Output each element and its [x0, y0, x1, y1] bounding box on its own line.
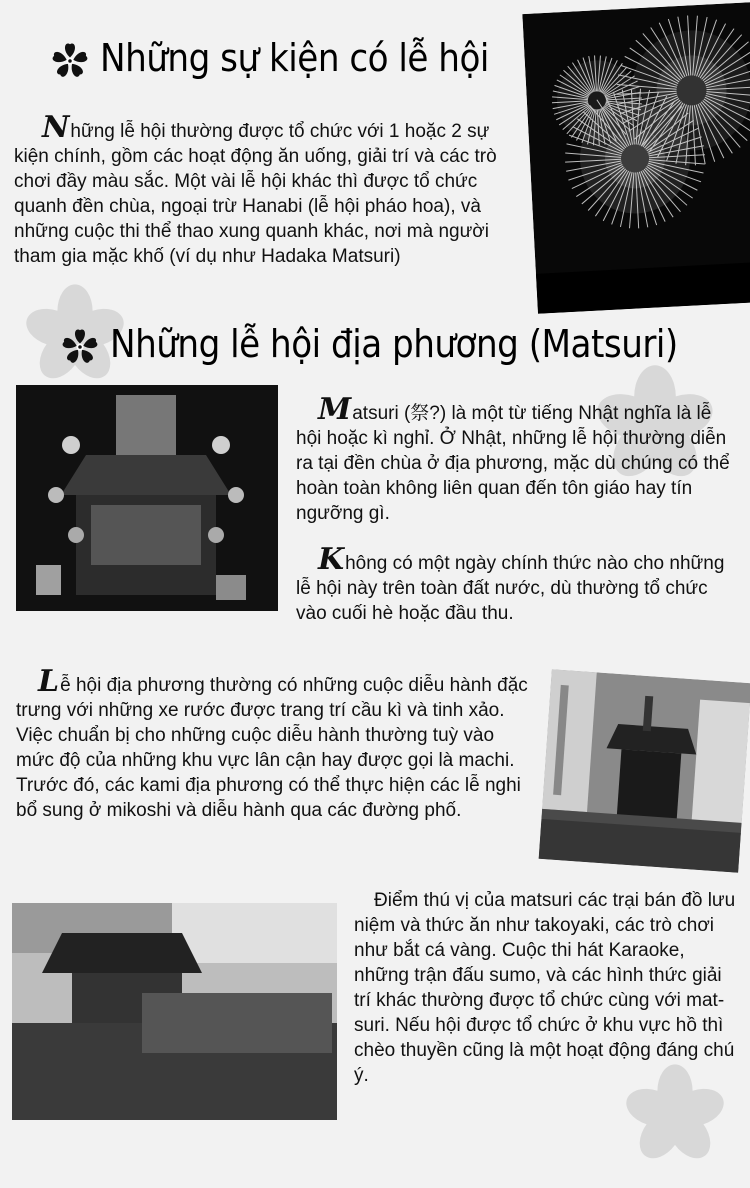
- mikoshi-crowd-photo: [12, 903, 337, 1120]
- section2-heading: [58, 322, 678, 369]
- fireworks-photo: [522, 2, 750, 314]
- festival-float-night-photo: [16, 385, 278, 611]
- paragraph-text: atsuri (祭?) là một từ tiếng Nhật nghĩa là lễ hội hoặc kì nghỉ. Ở Nhật, những lễ hội thường diễn ra tại đền chùa ở địa phương, mặc dù chúng có thể hoàn toàn không liên quan đến tôn giáo hay tín ngưỡng gì.: [296, 403, 730, 524]
- paragraph-text: hông có một ngày chính thức nào cho những lễ hội này trên toàn đất nước, dù thường tổ chức vào cuối hè hoặc đầu thu.: [296, 553, 725, 624]
- paragraph-text: Điểm thú vị của matsuri các trại bán đồ lưu niệm và thức ăn như takoyaki, các trò chơi như bắt cá vàng. Cuộc thi hát Karaoke, những trận đấu sumo, và các hình thức giải trí khác thường được tổ chức cùng với mat-suri. Nếu hội được tổ chức ở khu vực hồ thì chèo thuyền cũng là một hoạt động đáng chú ý.: [354, 890, 736, 1086]
- paragraph-dropcap: K: [318, 542, 345, 577]
- parade-paragraph: [16, 664, 536, 823]
- matsuri-date-paragraph: [296, 542, 736, 626]
- section2-title: Những lễ hội địa phương (Matsuri): [110, 322, 678, 366]
- matsuri-activities-paragraph: [354, 888, 736, 1088]
- paragraph-dropcap: M: [318, 392, 352, 427]
- street-parade-photo: [539, 669, 750, 872]
- paragraph-text: hững lễ hội thường được tổ chức với 1 hoặc 2 sự kiện chính, gồm các hoạt động ăn uống, giải trí và các trò chơi đầy màu sắc. Một vài lễ hội khác thì được tổ chức quanh đền chùa, ngoại trừ Hanabi (lễ hội pháo hoa), và những cuộc thi thể thao xung quanh khác, nơi mà người tham gia mặc khố (ví dụ như Hadaka Matsuri): [14, 121, 497, 267]
- paragraph-dropcap: L: [38, 664, 60, 699]
- paragraph-dropcap: N: [42, 110, 70, 145]
- sakura-flower-icon: [48, 39, 92, 83]
- section1-heading: [48, 36, 489, 83]
- paragraph-text: ễ hội địa phương thường có những cuộc diễu hành đặc trưng với những xe rước được trang trí cầu kì và tinh xảo. Việc chuẩn bị cho những cuộc diễu hành thường tuỳ vào mức độ của những khu vực lân cận hay được gọi là machi. Trước đó, các kami địa phương có thể thực hiện các lễ nghi bổ sung ở mikoshi và diễu hành qua các đường phố.: [16, 675, 528, 821]
- matsuri-definition-paragraph: [296, 392, 736, 526]
- section1-paragraph: [14, 110, 524, 269]
- section1-title: Những sự kiện có lễ hội: [100, 36, 489, 80]
- sakura-flower-icon: [58, 325, 102, 369]
